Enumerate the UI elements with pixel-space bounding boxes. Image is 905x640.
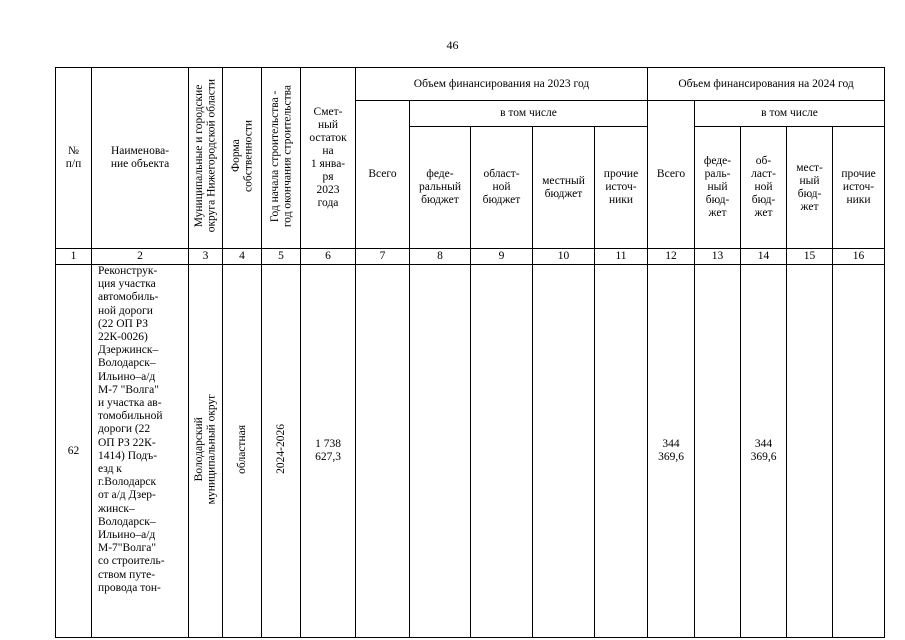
col-number: 10 xyxy=(533,249,595,265)
row-fed-2024 xyxy=(695,265,741,638)
header-num: № п/п xyxy=(56,68,92,249)
header-proch-2023: прочие источ- ники xyxy=(595,127,648,249)
header-total-2023: Всего xyxy=(356,101,410,249)
col-number: 8 xyxy=(410,249,471,265)
row-fed-2023 xyxy=(410,265,471,638)
header-fed-2023: феде- ральный бюджет xyxy=(410,127,471,249)
header-ostatok: Смет- ный остаток на 1 янва- ря 2023 года xyxy=(301,68,356,249)
row-years: 2024-2026 xyxy=(274,424,287,474)
column-number-row xyxy=(56,249,885,265)
page-number: 46 xyxy=(446,38,459,52)
row-forma: областная xyxy=(235,424,248,474)
col-number: 11 xyxy=(595,249,648,265)
header-vtom-2024: в том числе xyxy=(695,101,885,127)
col-number: 13 xyxy=(695,249,741,265)
header-mest-2024: мест- ный бюд- жет xyxy=(787,127,833,249)
header-obl-2024: об- ласт- ной бюд- жет xyxy=(741,127,787,249)
col-number: 6 xyxy=(301,249,356,265)
row-mest-2024 xyxy=(787,265,833,638)
row-obl-2024: 344 369,6 xyxy=(741,265,787,638)
header-row-1 xyxy=(56,68,885,101)
row-name: Реконструк- ция участка автомобиль- ной дороги (22 ОП РЗ 22К-0026) Дзержинск– Володарск– Ильино–а/д М-7 "Волга" и участка ав- томобильной дороги (22 ОП РЗ 22К- 1414) Подъ- езд к г.Володарск от а/д Дзер- жинск– Володарск– Ильино–а/д М-7"Волга" со строитель- ством путе- провода тон- xyxy=(98,265,165,594)
header-mest-2023: местный бюджет xyxy=(533,127,595,249)
row-okrug-cell xyxy=(189,265,223,638)
row-proch-2023 xyxy=(595,265,648,638)
header-okrug-cell xyxy=(189,68,223,249)
financing-table xyxy=(55,67,885,638)
row-total-2024: 344 369,6 xyxy=(648,265,695,638)
row-years-cell xyxy=(262,265,301,638)
header-fed-2024: феде- раль- ный бюд- жет xyxy=(695,127,741,249)
row-name-cell xyxy=(92,265,189,638)
header-name: Наименова- ние объекта xyxy=(92,68,189,249)
header-okrug: Муниципальные и городские округа Нижегородской области xyxy=(193,79,218,233)
row-ostatok: 1 738 627,3 xyxy=(301,265,356,638)
col-number: 14 xyxy=(741,249,787,265)
col-number: 4 xyxy=(223,249,262,265)
col-number: 9 xyxy=(471,249,533,265)
col-number: 1 xyxy=(56,249,92,265)
row-num: 62 xyxy=(56,265,92,638)
col-number: 15 xyxy=(787,249,833,265)
col-number: 3 xyxy=(189,249,223,265)
row-proch-2024 xyxy=(833,265,885,638)
col-number: 2 xyxy=(92,249,189,265)
header-proch-2024: прочие источ- ники xyxy=(833,127,885,249)
col-number: 5 xyxy=(262,249,301,265)
row-mest-2023 xyxy=(533,265,595,638)
header-obl-2023: област- ной бюджет xyxy=(471,127,533,249)
row-obl-2023 xyxy=(471,265,533,638)
row-forma-cell xyxy=(223,265,262,638)
header-forma: Форма собственности xyxy=(229,120,254,192)
header-group-2023: Объем финансирования на 2023 год xyxy=(356,68,648,101)
row-okrug: Володарский муниципальный округ xyxy=(193,393,218,505)
header-years: Год начала строительства - год окончания строительства xyxy=(268,84,293,228)
col-number: 16 xyxy=(833,249,885,265)
table-row xyxy=(56,265,885,638)
header-vtom-2023: в том числе xyxy=(410,101,648,127)
header-group-2024: Объем финансирования на 2024 год xyxy=(648,68,885,101)
col-number: 12 xyxy=(648,249,695,265)
col-number: 7 xyxy=(356,249,410,265)
row-total-2023 xyxy=(356,265,410,638)
header-forma-cell xyxy=(223,68,262,249)
header-total-2024: Всего xyxy=(648,101,695,249)
header-years-cell xyxy=(262,68,301,249)
